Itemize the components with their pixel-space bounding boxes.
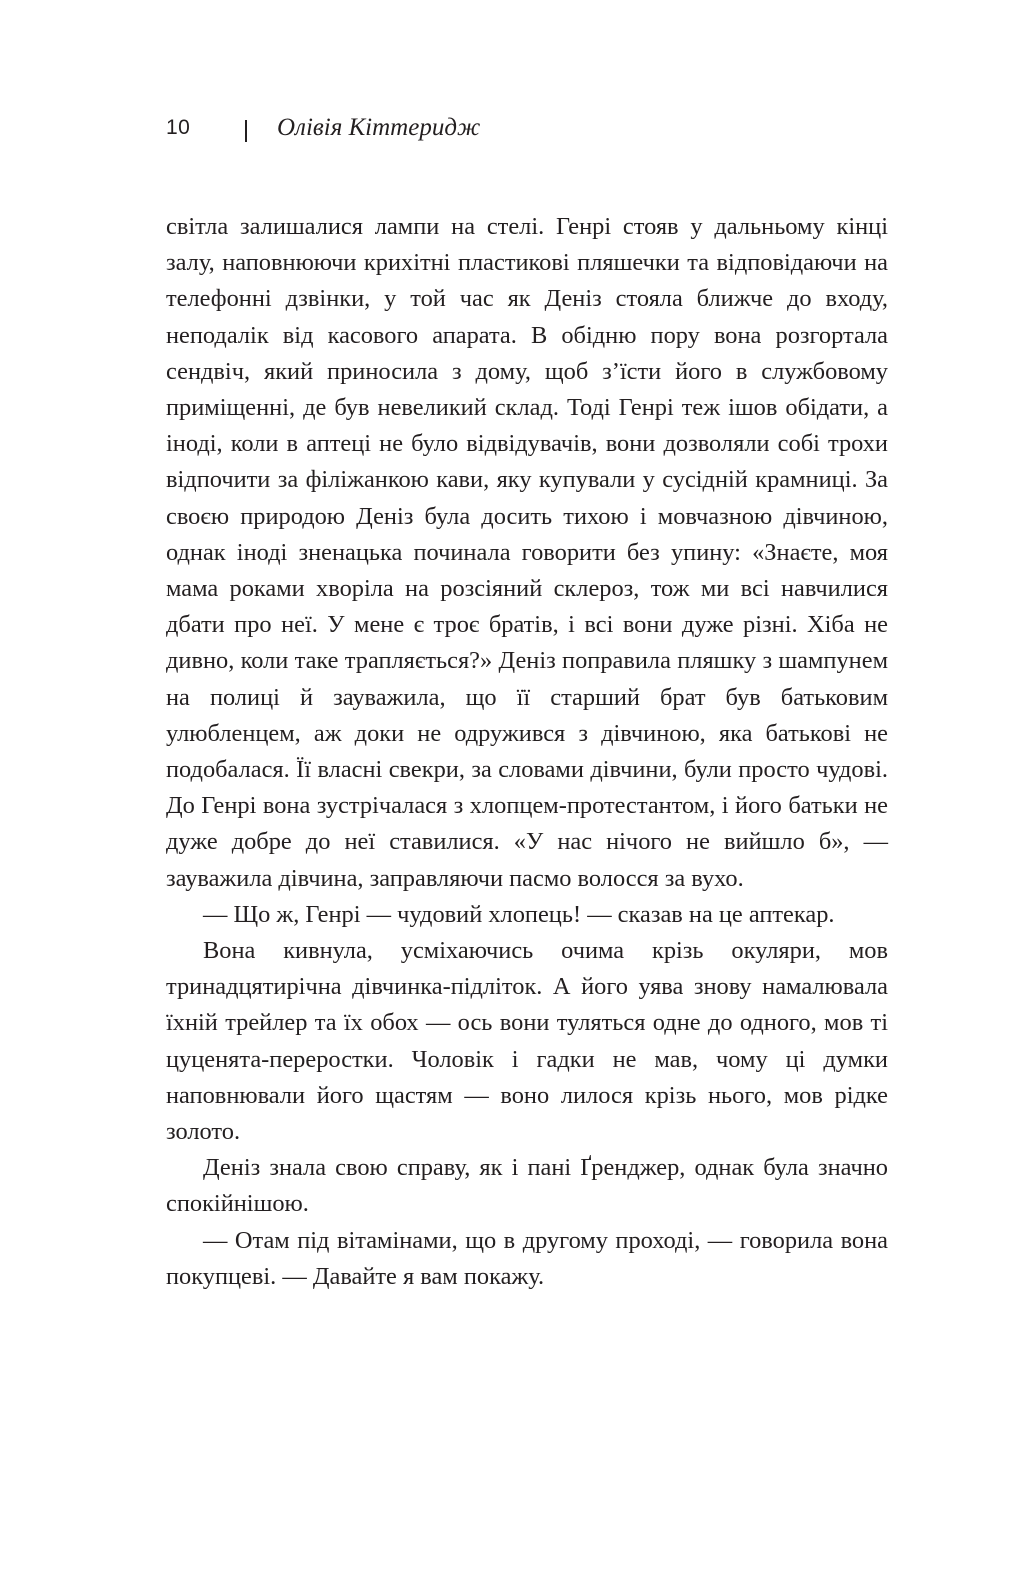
paragraph-5: — Отам під вітамінами, що в другому проході, — говорила вона покупцеві. — Давайте я вам покажу. bbox=[166, 1226, 888, 1290]
running-header bbox=[166, 114, 866, 150]
paragraph-1: світла залишалися лампи на стелі. Генрі стояв у дальньому кінці залу, наповнюючи крихітні пластикові пляшечки та відповідаючи на телефонні дзвінки, у той час як Деніз стояла ближче до входу, неподалік від касового апарата. В обідню пору вона розгортала сендвіч, який приносила з дому, щоб з’їсти його в службовому приміщенні, де був невеликий склад. Тоді Генрі теж ішов обідати, а іноді, коли в аптеці не було відвідувачів, вони дозволяли собі трохи відпочити за філіжанкою кави, яку купували у сусідній крамниці. За своєю природою Деніз була досить тихою і мовчазною дівчиною, однак іноді зненацька починала говорити без упину: «Знаєте, моя мама роками хворіла на розсіяний склероз, тож ми всі навчилися дбати про неї. У мене є троє братів, і всі вони дуже різні. Хіба не дивно, коли таке трапляється?» Деніз поправила пляшку з шампунем на полиці й зауважила, що її старший брат був батьковим улюбленцем, аж доки не одружився з дівчиною, яка батькові не подобалася. Її власні свекри, за словами дівчини, були просто чудові. До Генрі вона зустрічалася з хлопцем-протестантом, і його батьки не дуже добре до неї ставилися. «У нас нічого не вийшло б», — зауважила дівчина, заправляючи пасмо волосся за вухо. bbox=[166, 213, 888, 892]
paragraph-4: Деніз знала свою справу, як і пані Ґренджер, однак була значно спокійнішою. bbox=[166, 1154, 888, 1218]
body-text bbox=[166, 209, 888, 1295]
book-title: Олівія Кіттеридж bbox=[277, 114, 481, 141]
paragraph-2: — Що ж, Генрі — чудовий хлопець! — сказав на це аптекар. bbox=[203, 900, 835, 928]
page-number: 10 bbox=[166, 116, 191, 139]
header-separator bbox=[245, 120, 247, 142]
paragraph-3: Вона кивнула, усміхаючись очима крізь окуляри, мов тринадцятирічна дівчинка-підліток. А його уява знову намалювала їхній трейлер та їх обох — ось вони туляться одне до одного, мов ті цуценята-переростки. Чоловік і гадки не мав, чому ці думки наповнювали його щастям — воно лилося крізь нього, мов рідке золото. bbox=[166, 937, 888, 1146]
